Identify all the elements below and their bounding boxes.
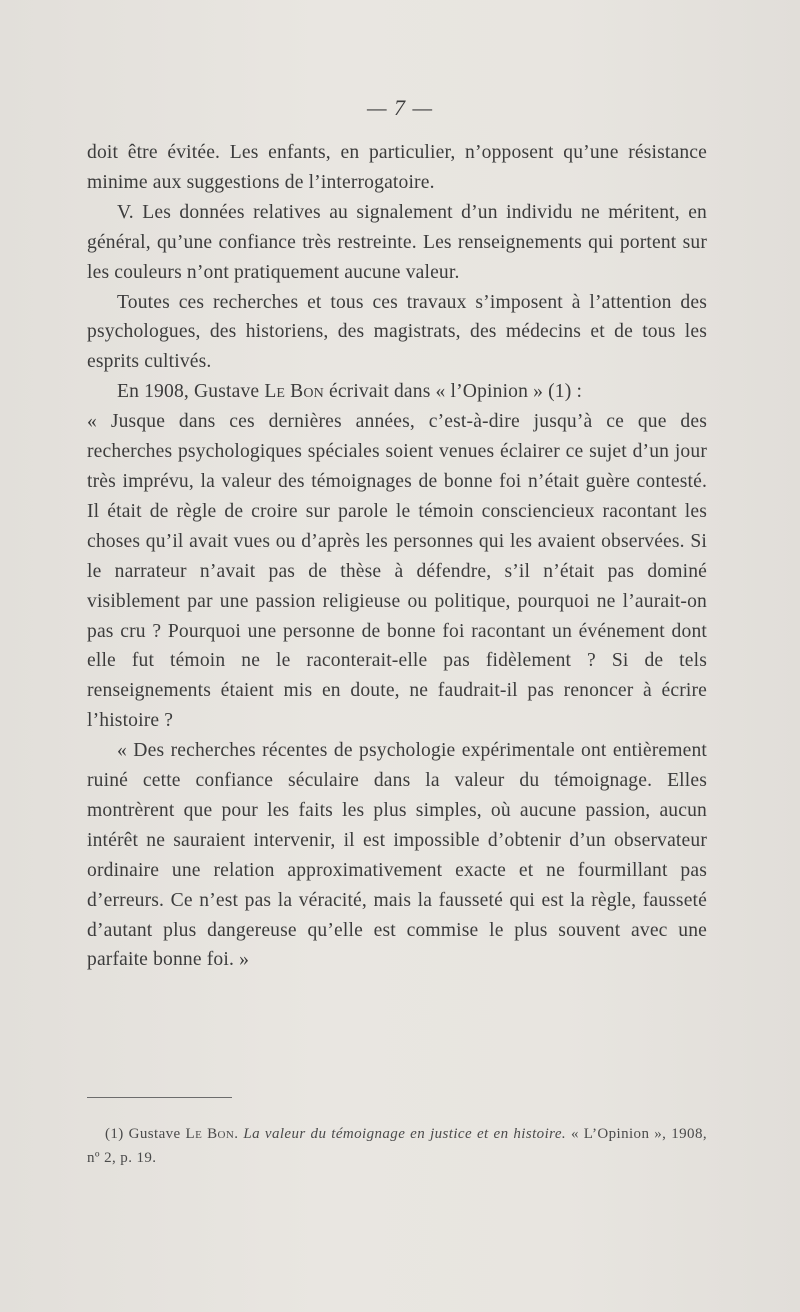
paragraph: Toutes ces recherches et tous ces travaux s’imposent à l’attention des psychologues, des historiens, des magistrats, des médecins et de tous les esprits cultivés. — [87, 291, 707, 373]
footnote-source: « L’Opinion », 1908, nº 2, p. 19. — [87, 1126, 708, 1166]
author-name: Le Bon — [264, 381, 324, 403]
page-number: — 7 — — [366, 95, 434, 120]
footnote — [87, 1122, 707, 1170]
paragraph: doit être évitée. Les enfants, en particulier, n’opposent qu’une résistance minime aux suggestions de l’interrogatoire. — [87, 142, 707, 193]
footnote-divider — [87, 1097, 232, 1098]
footnote-author-last: Le Bon. — [185, 1126, 239, 1142]
footnote-author-first: Gustave — [128, 1126, 181, 1142]
footnote-marker: (1) — [105, 1126, 124, 1142]
footnote-title: La valeur du témoignage en justice et en histoire. — [243, 1126, 567, 1142]
footnote-text — [87, 1122, 707, 1170]
intro-text: écrivait dans « l’Opinion » (1) : — [323, 381, 583, 403]
lebon-intro-paragraph — [87, 377, 707, 407]
quotation-paragraph: « Jusque dans ces dernières années, c’est-à-dire jusqu’à ce que des recherches psychologiques spéciales soient venues éclairer ce sujet d’un jour très imprévu, la valeur des témoignages de bonne foi n’était guère contesté. Il était de règle de croire sur parole le témoin consciencieux racontant les choses qu’il avait vues ou d’après les personnes qui les avaient observées. Si le narrateur n’avait pas de thèse à défendre, s’il n’était pas dominé visiblement par une passion religieuse ou politique, pourquoi ne l’aurait-on pas cru ? Pourquoi une personne de bonne foi racontant un événement dont elle fut témoin ne le raconterait-elle pas fidèlement ? Si de tels renseignements étaient mis en doute, ne faudrait-il pas renoncer à écrire l’histoire ? — [87, 411, 707, 732]
intro-text: En 1908, Gustave — [117, 381, 265, 403]
quotation-paragraph: « Des recherches récentes de psychologie expérimentale ont entièrement ruiné cette confiance séculaire dans la valeur du témoignage. Elles montrèrent que pour les faits les plus simples, où aucune passion, aucun intérêt ne sauraient intervenir, il est impossible d’obtenir d’un observateur ordinaire une relation approximativement exacte et ne fourmillant pas d’erreurs. Ce n’est pas la véracité, mais la fausseté qui est la règle, fausseté d’autant plus dangereuse qu’elle est commise le plus souvent avec une parfaite bonne foi. » — [87, 740, 707, 971]
paragraph: V. Les données relatives au signalement d’un individu ne méritent, en général, qu’une confiance très restreinte. Les renseignements qui portent sur les couleurs n’ont pratiquement aucune valeur. — [87, 201, 707, 283]
main-text — [87, 138, 707, 975]
